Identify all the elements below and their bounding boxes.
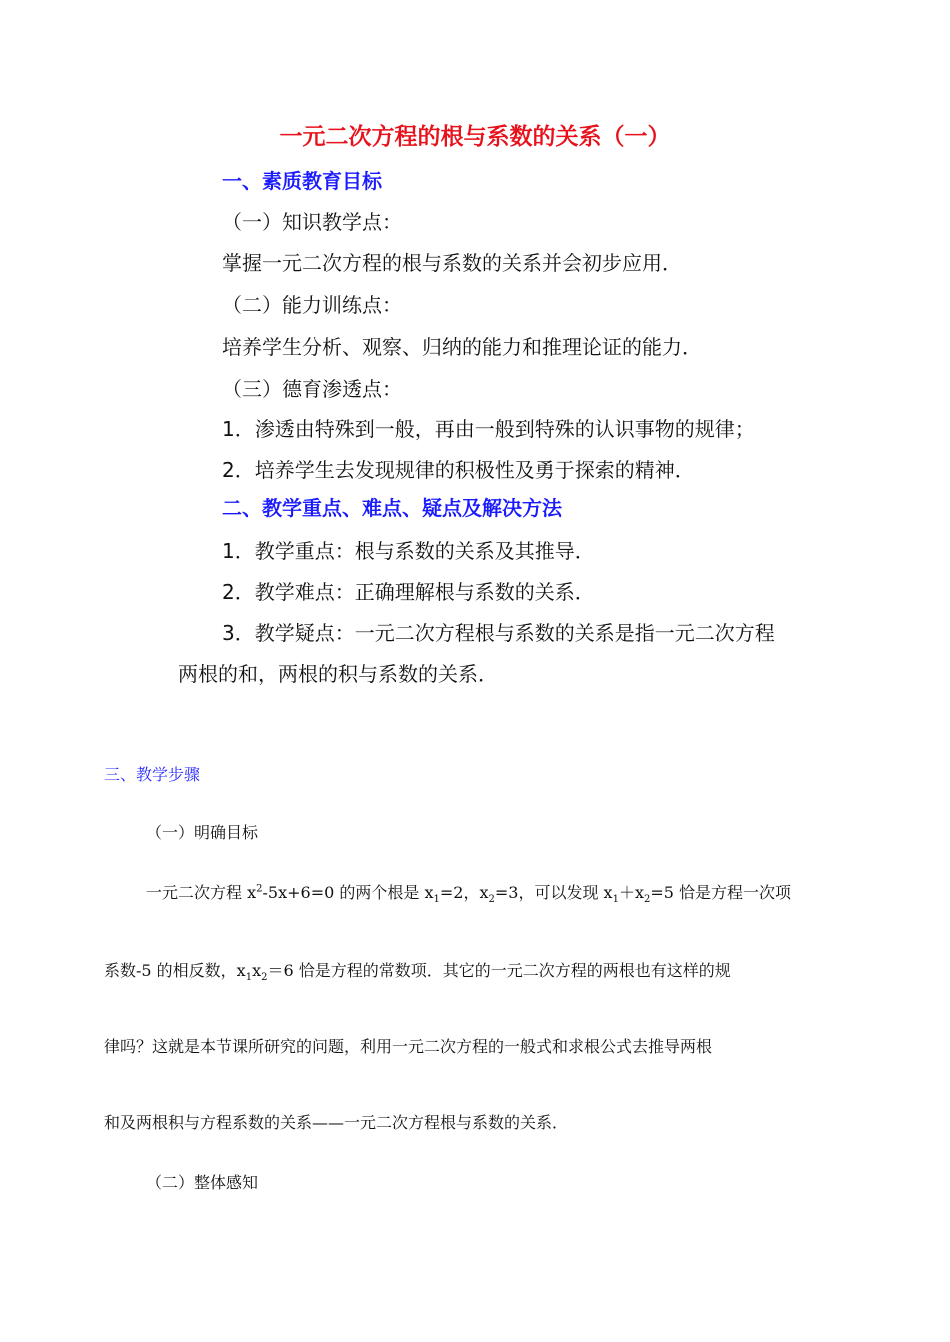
subheading-objective: （一）明确目标: [146, 823, 259, 842]
paragraph-line-4: 和及两根积与方程系数的关系——一元二次方程根与系数的关系．: [104, 1113, 569, 1132]
subheading-overview: （二）整体感知: [146, 1173, 259, 1192]
section-heading-goals: 一、素质教育目标: [222, 169, 382, 193]
subheading-knowledge: （一）知识教学点：: [222, 210, 402, 234]
paragraph-line-2: 系数-5 的相反数，$x_1x_2=6$ 恰是方程的常数项．其它的一元二次方程的两根也有这样的规: [104, 961, 731, 984]
section-heading-steps: 三、教学步骤: [104, 765, 201, 784]
document-title: 一元二次方程的根与系数的关系（一）: [279, 124, 671, 150]
knowledge-text: 掌握一元二次方程的根与系数的关系并会初步应用．: [222, 251, 682, 275]
moral-item-1: 1．渗透由特殊到一般，再由一般到特殊的认识事物的规律；: [222, 417, 755, 441]
paragraph-line-3: 律吗？这就是本节课所研究的问题，利用一元二次方程的一般式和求根公式去推导两根: [104, 1037, 713, 1056]
paragraph-line-1: 一元二次方程 $x^2-5x+6=0$ 的两个根是 $x_1=2$，$x_2=3$，可以发现 $x_1+x_2=5$ 恰是方程一次项: [146, 883, 792, 906]
section-heading-keypoints: 二、教学重点、难点、疑点及解决方法: [222, 496, 562, 520]
keypoint-item-3-line2: 两根的和，两根的积与系数的关系．: [178, 662, 498, 686]
subheading-ability: （二）能力训练点：: [222, 293, 402, 317]
keypoint-item-1: 1．教学重点：根与系数的关系及其推导．: [222, 539, 595, 563]
moral-item-2: 2．培养学生去发现规律的积极性及勇于探索的精神．: [222, 458, 695, 482]
ability-text: 培养学生分析、观察、归纳的能力和推理论证的能力．: [222, 335, 702, 359]
subheading-moral: （三）德育渗透点：: [222, 377, 402, 401]
keypoint-item-2: 2．教学难点：正确理解根与系数的关系．: [222, 580, 595, 604]
keypoint-item-3-line1: 3．教学疑点：一元二次方程根与系数的关系是指一元二次方程: [222, 621, 775, 645]
